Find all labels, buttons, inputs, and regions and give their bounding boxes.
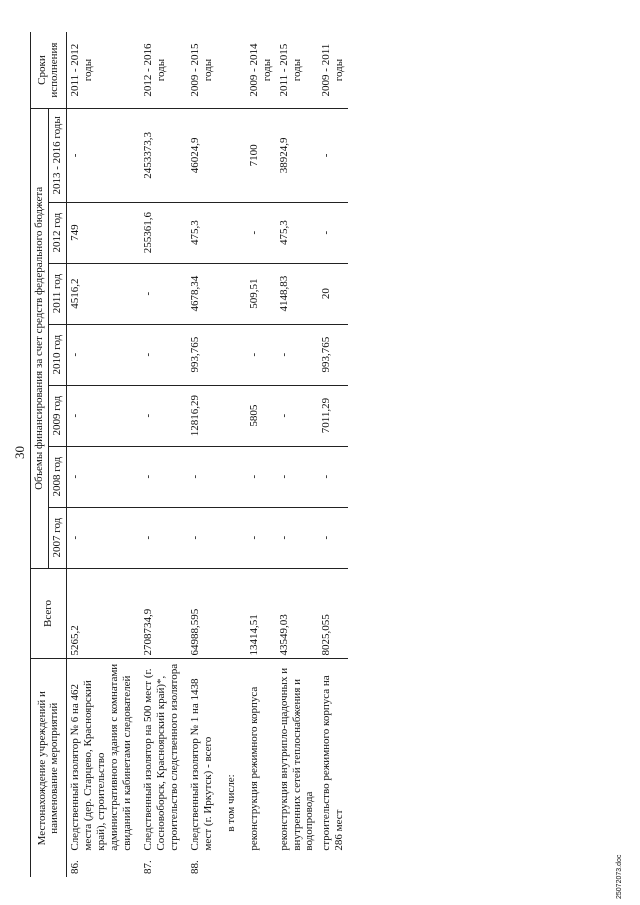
row-name: реконструкция внутрипло-щадочных и внутренних сетей теплоснабжения и водопровода — [277, 667, 316, 851]
row-number — [318, 854, 348, 877]
row-year-value: 749 — [66, 202, 135, 263]
header-year: 2009 год — [48, 385, 66, 446]
row-number: 87. — [141, 860, 154, 874]
row-number — [217, 854, 246, 877]
row-year-value: 46024,9 — [187, 109, 217, 202]
row-year-value: 7011,29 — [318, 385, 348, 446]
header-total: Всего — [31, 568, 67, 659]
row-year-value — [217, 324, 246, 385]
row-name: строительство режимного корпуса на 286 мест — [320, 675, 346, 851]
row-term: 2012 - 2016 годы — [140, 32, 183, 109]
row-year-value — [217, 109, 246, 202]
row-year-value: 12816,29 — [187, 385, 217, 446]
row-number: 88. — [188, 860, 201, 874]
row-year-value: - — [140, 507, 183, 568]
header-federal: Объемы финансирования за счет средств федерального бюджета — [31, 109, 49, 568]
row-year-value — [217, 385, 246, 446]
row-year-value: 7100 — [246, 109, 276, 202]
row-year-value: - — [276, 507, 319, 568]
row-term: 2011 - 2012 годы — [66, 32, 135, 109]
row-year-value: - — [246, 202, 276, 263]
header-year: 2013 - 2016 годы — [48, 109, 66, 202]
row-name: Следственный изолятор № 1 на 1438 мест (г. Иркутск) - всего — [188, 678, 214, 851]
row-total: 2708734,9 — [140, 568, 183, 659]
row-year-value: - — [276, 324, 319, 385]
row-year-value: - — [140, 385, 183, 446]
table-body — [66, 32, 348, 877]
row-term: 2011 - 2015 годы — [276, 32, 319, 109]
row-total: 5265,2 — [66, 568, 135, 659]
row-name: Следственный изолятор на 500 мест (г. Сосновоборск, Красноярский край)*, строительство следственного изолятора — [141, 663, 180, 851]
row-year-value: - — [66, 109, 135, 202]
row-number — [246, 854, 276, 877]
row-name: Следственный изолятор № 6 на 462 места (дер. Старцево, Красноярский край), строительство административного здания с комнатами свиданий и кабинетами следователей — [68, 663, 133, 851]
row-term — [217, 32, 246, 109]
row-year-value: 509,51 — [246, 263, 276, 324]
row-total — [217, 568, 246, 659]
row-year-value: 4678,34 — [187, 263, 217, 324]
row-year-value: - — [66, 507, 135, 568]
header-year: 2010 год — [48, 324, 66, 385]
row-year-value: - — [246, 324, 276, 385]
row-year-value: 475,3 — [187, 202, 217, 263]
row-year-value: 5805 — [246, 385, 276, 446]
row-year-value: 38924,9 — [276, 109, 319, 202]
row-name: реконструкция режимного корпуса — [247, 686, 260, 851]
row-year-value: - — [246, 507, 276, 568]
row-year-value: 4148,83 — [276, 263, 319, 324]
row-year-value: - — [276, 385, 319, 446]
row-name: в том числе: — [224, 774, 237, 832]
row-year-value: - — [140, 263, 183, 324]
row-term: 2009 - 2014 годы — [246, 32, 276, 109]
row-total: 8025,055 — [318, 568, 348, 659]
row-year-value: - — [187, 507, 217, 568]
row-year-value: - — [140, 324, 183, 385]
row-year-value: - — [140, 446, 183, 507]
row-term: 2009 - 2011 годы — [318, 32, 348, 109]
page-number: 30 — [12, 446, 27, 459]
row-year-value: - — [66, 385, 135, 446]
row-year-value: - — [246, 446, 276, 507]
header-term: Сроки исполнения — [31, 32, 67, 109]
table-row — [217, 32, 246, 877]
row-year-value: - — [318, 507, 348, 568]
row-year-value: - — [187, 446, 217, 507]
row-total: 64988,595 — [187, 568, 217, 659]
row-year-value: - — [66, 324, 135, 385]
row-number: 86. — [68, 860, 81, 874]
row-total: 43549,03 — [276, 568, 319, 659]
row-year-value: - — [66, 446, 135, 507]
row-year-value — [217, 507, 246, 568]
table-row — [276, 32, 319, 877]
table-row — [187, 32, 217, 877]
row-year-value — [217, 202, 246, 263]
row-year-value: 255361,6 — [140, 202, 183, 263]
document-code: 25072073.doc — [616, 854, 623, 899]
table-row — [246, 32, 276, 877]
row-year-value: - — [318, 202, 348, 263]
row-year-value: - — [318, 446, 348, 507]
header-year: 2008 год — [48, 446, 66, 507]
row-total: 13414,51 — [246, 568, 276, 659]
row-number — [276, 854, 319, 877]
row-year-value — [217, 263, 246, 324]
header-year: 2011 год — [48, 263, 66, 324]
row-year-value: 20 — [318, 263, 348, 324]
table-row — [318, 32, 348, 877]
row-year-value: 993,765 — [318, 324, 348, 385]
table-row — [140, 32, 183, 877]
header-year: 2012 год — [48, 202, 66, 263]
table-row — [66, 32, 135, 877]
row-year-value: 475,3 — [276, 202, 319, 263]
row-year-value: - — [318, 109, 348, 202]
row-year-value — [217, 446, 246, 507]
financing-table — [30, 32, 348, 877]
header-year: 2007 год — [48, 507, 66, 568]
row-year-value: 993,765 — [187, 324, 217, 385]
header-name: Местонахождение учреждений и наименование мероприятий — [31, 659, 67, 877]
row-term: 2009 - 2015 годы — [187, 32, 217, 109]
row-year-value: 2453373,3 — [140, 109, 183, 202]
row-year-value: - — [276, 446, 319, 507]
row-year-value: 4516,2 — [66, 263, 135, 324]
